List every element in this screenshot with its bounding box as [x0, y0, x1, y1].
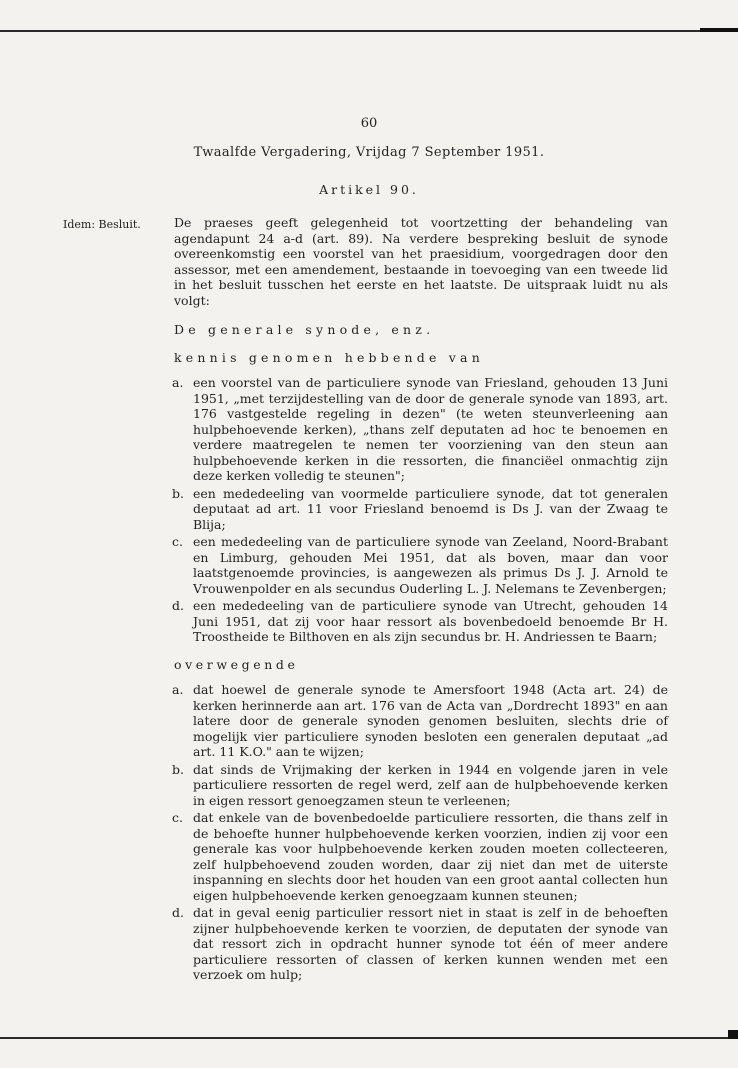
list-item — [174, 486, 668, 533]
list-item — [174, 598, 668, 645]
list-item — [174, 375, 668, 484]
list-item — [174, 905, 668, 983]
list-item — [174, 534, 668, 596]
scan-edge-bottom — [0, 1037, 738, 1039]
intro-paragraph: De praeses geeft gelegenheid tot voortzetting der behandeling van agendapunt 24 a-d (art. 89). Na verdere bespreking besluit de synode overeenkomstig een voorstel van het praesidium, voorgedragen door den assessor, met een amendement, bestaande in toevoeging van een tweede lid in het besluit tusschen het eerste en het laatste. De uitspraak luidt nu als volgt: — [174, 215, 668, 308]
scan-edge-bottom-mark — [728, 1030, 738, 1039]
item-letter: b. — [172, 485, 184, 501]
item-text: een mededeeling van de particuliere synode van Zeeland, Noord-Brabant en Limburg, gehouden Mei 1951, dat als boven, maar dan voor laatstgenoemde provincies, is aangewezen als primus Ds J. J. Arnold te Vrouwenpolder en als secundus Ouderling L. J. Nelemans te Zevenbergen; — [193, 534, 668, 596]
scan-edge-top — [0, 30, 738, 32]
meeting-heading: Twaalfde Vergadering, Vrijdag 7 September 1951. — [193, 145, 545, 160]
article-body — [174, 215, 668, 985]
overwegende-list — [174, 682, 668, 983]
overwegende-line: overwegende — [174, 656, 299, 672]
item-text: een mededeeling van voormelde particuliere synode, dat tot generalen deputaat ad art. 11 voor Friesland benoemd is Ds J. van der Zwaag te Blija; — [193, 485, 668, 532]
kennis-line: kennis genomen hebbende van — [174, 349, 484, 365]
item-text: een voorstel van de particuliere synode van Friesland, gehouden 13 Juni 1951, „met terzijdestelling van de door de generale synode van 1893, art. 176 vastgestelde regeling in dezen" (te weten steunverleening aan hulpbehoevende kerken), „thans zelf deputaten ad hoc te benoemen en verdere maatregelen te nemen ter voorziening van den steun aan hulpbehoevende kerken in die ressorten, die financiëel onmachtig zijn deze kerken volledig te steunen"; — [193, 375, 668, 483]
item-letter: d. — [172, 598, 184, 613]
item-letter: c. — [172, 534, 183, 549]
list-item — [174, 810, 668, 903]
kennis-list — [174, 375, 668, 645]
item-letter: a. — [172, 375, 184, 390]
margin-note: Idem: Besluit. — [63, 218, 141, 231]
item-text: dat enkele van de bovenbedoelde particuliere ressorten, die thans zelf in de behoefte hunner hulpbehoevende kerken voorzien, indien zij voor een generale kas voor hulpbehoevende kerken zouden moeten collecteeren, zelf hulpbehoevend zouden worden, daar zij niet dan met de uiterste inspanning en slechts door het houden van een groot aantal collecten hun eigen hulpbehoevende kerken genoegzaam kunnen steunen; — [193, 810, 668, 903]
item-text: een mededeeling van de particuliere synode van Utrecht, gehouden 14 Juni 1951, dat zij voor haar ressort als bovenbedoeld benoemde Br H. Troostheide te Bilthoven en als zijn secundus br. H. Andriessen te Baarn; — [193, 598, 668, 644]
item-letter: b. — [172, 761, 184, 777]
article-heading: Artikel 90. — [319, 182, 419, 197]
item-text: dat sinds de Vrijmaking der kerken in 1944 en volgende jaren in vele particuliere ressorten de regel werd, zelf aan de hulpbehoevende kerken in eigen ressort genoegzamen steun te verleenen; — [193, 761, 668, 808]
page-number: 60 — [360, 116, 378, 131]
synode-line: De generale synode, enz. — [174, 322, 435, 337]
item-text: dat hoewel de generale synode te Amersfoort 1948 (Acta art. 24) de kerken herinnerde aan art. 176 van de Acta van „Dordrecht 1893" en aan latere door de generale synoden genomen besluiten, slechts drie of mogelijk vier particuliere synoden besloten een generalen deputaat „ad art. 11 K.O." aan te wijzen; — [193, 682, 668, 759]
scan-edge-top-mark — [700, 28, 738, 32]
list-item — [174, 682, 668, 760]
list-item — [174, 762, 668, 809]
item-text: dat in geval eenig particulier ressort niet in staat is zelf in de behoeften zijner hulpbehoevende kerken te voorzien, de deputaten der synode van dat ressort zich in opdracht hunner synode tot één of meer andere particuliere ressorten of classen of kerken kunnen wenden met een verzoek om hulp; — [193, 905, 668, 982]
item-letter: d. — [172, 905, 184, 920]
item-letter: a. — [172, 682, 184, 697]
item-letter: c. — [172, 810, 183, 825]
